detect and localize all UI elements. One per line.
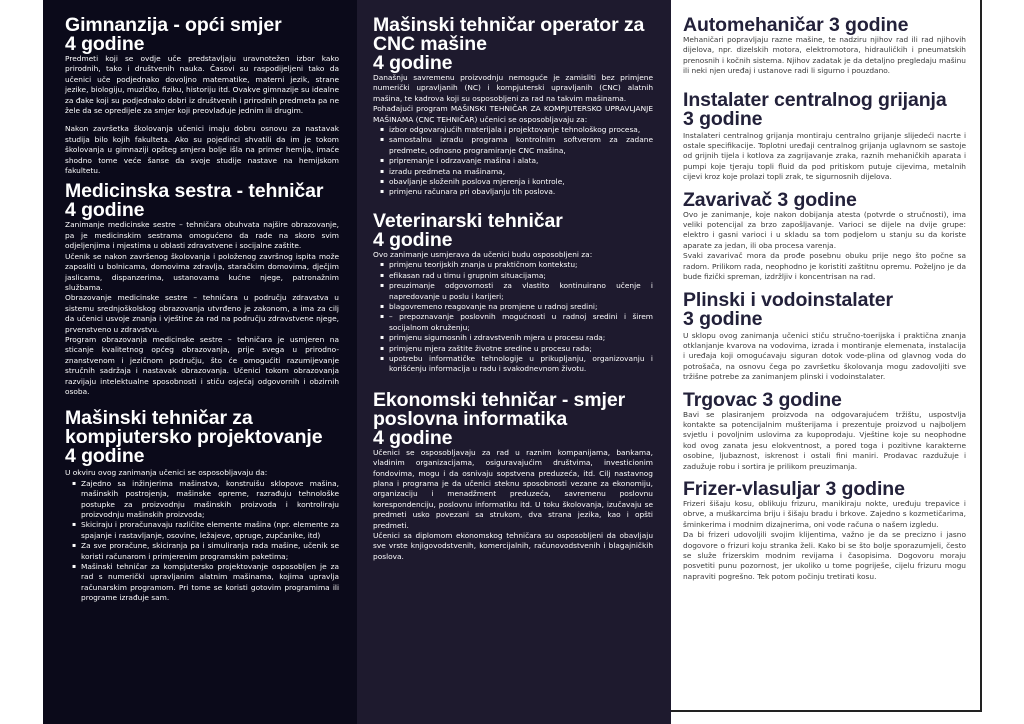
list-item: ▪ obavljanje složenih poslova mjerenja i kontrole, — [389, 177, 653, 187]
section-paragraph: Program obrazovanja medicinske sestre – tehničara je usmjeren na sticanje kvalitetnog općeg obrazovanja, prije svega u prirodno-znanstvenom i jezičnom području, što će omogućiti razumijevanje stručnih sadržaja i nastavak obrazovanja. Učenici tokom obrazovanja razvijaju intelektualne sposobnosti i stiču osjećaj odgovornih i obzirnih osoba. — [65, 334, 339, 396]
section-paragraph: Mehaničari popravljaju razne mašine, te nadziru njihov rad ili rad njihovih dijelova, npr. dizelskih motora, elektromotora, hidrauličkih i pneumatskih prenosnih i kočnih sistema. Njihov zadatak je da detaljno pregledaju mašinu ili neki njen uređaj i ustanove radi li sigurno i pouzdano. — [683, 35, 966, 76]
list-item: ▪ efikasan rad u timu i grupnim situacijama; — [389, 271, 653, 281]
section-trgovac — [683, 388, 966, 472]
section-paragraph: Predmeti koji se ovdje uče predstavljaju uravnotežen izbor kako prirodnih, tako i društvenih nauka. Časovi su raspodijeljeni tako da učenici uče podjednako dovoljno matematike, materni jezik, strane jezike, biologiju, muzičko, fiziku, historiju itd. Ovakve gimnazije su idealne za đake koji su podjednako dobri iz društvenih i prirodnih predmeta pa ne žele da se opredijele za smjer koji preovlađuje jednim ili drugim. — [65, 54, 339, 116]
section-paragraph: Nakon završetka školovanja učenici imaju dobru osnovu za nastavak studija bilo kojih fakulteta. Ako su pojedinci shvatili da im je tokom školovanja u gimnaziji opšteg smjera bolje išla na primer hemija, imaće shodno tome veće šanse da svoje studije nastave na hemijskom fakultetu. — [65, 124, 339, 176]
section-title: Instalater centralnog grijanja — [683, 88, 947, 111]
section-zavarivac — [683, 188, 966, 283]
section-title: Mašinski tehničar operator za CNC mašine — [373, 14, 645, 55]
section-title: Ekonomski tehničar - smjer poslovna informatika — [373, 388, 626, 430]
section-title: Frizer-vlasuljar 3 godine — [683, 477, 905, 500]
section-paragraph: Ovo je zanimanje, koje nakon dobijanja atesta (potvrde o stručnosti), ima veliki potencijal za brzo zapošljavanje. Varioci se dijele na dvije grupe: elektro i gasni varioci i u skladu sa tom podjelom u stanju su da koriste aparate za jedan, ili oba procesa varenja. — [683, 209, 966, 250]
list-item: ▪ primjenu sigurnosnih i zdravstvenih mjera u procesu rada; — [389, 333, 653, 343]
list-item: ▪ preuzimanje odgovornosti za vlastito kontinuirano učenje i napredovanje u poslu i karijeri; — [389, 281, 653, 302]
list-item: ▪ upotrebu informatičke tehnologije u prikupljanju, organizovanju i korišćenju informacija u radu i svakodnevnom životu. — [389, 354, 653, 375]
section-paragraph: Učenici se osposobljavaju za rad u raznim kompanijama, bankama, vladinim organizacijama, osiguravajućim društvima, investicionim fondovima, mogu i da osnivaju sopstvena preduzeća, itd. Cilj nastavnog plana i programa je da učenici steknu sposobnosti vezane za ekonomiju, organizaciju i menadžment preduzeća, savremenu poslovnu korespondenciju, poslovnu informatiku itd. U toku školovanja, izučavaju se predmeti usko povezani sa strukom, dva strana jezika, kao i opšti predmeti. — [373, 447, 653, 530]
list-item: ▪ Za sve proračune, skiciranja pa i simuliranja rada mašine, učenik se koristi računarom i primjerenim programskim paketima; — [81, 541, 339, 562]
section-veterinarski — [373, 209, 653, 375]
section-paragraph: Da bi frizeri udovoljili svojim klijentima, važno je da se precizno i jasno dogovore o frizuri koju stranka želi. Kako bi se što bolje sporazumjeli, često se služe frizerskim modnim revijama i časopisima. Dogovoru moraju posvetiti punu pozornost, jer ukoliko u tome pogriješe, cijelu frizuru mogu napraviti pogrešno. Tek potom počinju tretirati kosu. — [683, 530, 966, 581]
section-paragraph: Današnju savremenu proizvodnju nemoguće je zamisliti bez primjene numerički upravljanih (NC) i kompjuterski upravljanih (CNC) alatnih mašina, te kadrova koji su osposobljeni za rad na takvim mašinama. — [373, 73, 653, 103]
section-paragraph: Učenici sa diplomom ekonomskog tehničara su osposobljeni da obavljaju sve vrste knjigovodstvenih, komercijalnih, računovodstvenih i blagajničkih poslova. — [373, 531, 653, 561]
section-title: Zavarivač 3 godine — [683, 188, 857, 211]
list-item: ▪ Zajedno sa inžinjerima mašinstva, konstruišu sklopove mašina, mašinskih postrojenja, mašinske opreme, razrađuju tehnološke postupke za proizvodnju mašinskih proizvoda i kontroliraju proizvodnju mašinskih proizvoda; — [81, 479, 339, 521]
section-automehanicar — [683, 16, 966, 77]
section-paragraph: Pohađajući program MAŠINSKI TEHNIČAR ZA KOMPJUTERSKO UPRAVLJANJE MAŠINAMA (CNC TEHNIČAR) učenici se osposobljavaju za: — [373, 104, 653, 124]
section-duration: 4 godine — [373, 426, 453, 449]
section-duration: 3 godine — [683, 107, 763, 130]
section-medicinska-sestra — [65, 182, 339, 397]
list-item: ▪ primjenu mjera zaštite životne sredine u procesu rada; — [389, 344, 653, 354]
list-item: ▪ samostalnu izradu programa kontrolnim softverom za zadane predmete, odnosno programiranje CNC mašina, — [389, 135, 653, 156]
section-intro: U okviru ovog zanimanja učenici se osposobljavaju da: — [65, 468, 268, 478]
bullet-list — [65, 479, 339, 604]
list-item: ▪ – prepoznavanje poslovnih mogućnosti u radnoj sredini i širem socijalnom okruženju; — [389, 312, 653, 333]
section-intro: Ovo zanimanje usmjerava da učenici budu osposobljeni za: — [373, 249, 593, 259]
section-paragraph: U sklopu ovog zanimanja učenici stiču stručno-toerijska i praktična znanja otklanjanje kvarova na vodovima, izrada i montiranje elemenata, instalacija i uređaja koji omogućavaju siguran dotok vode-plina od glavnog voda do potrošača, na osnovu čega po završetku školovanja mogu zadovoljiti sve tržišne potrebe za zanimanjem plinski i vodoinstalater. — [683, 330, 966, 382]
section-instalater — [683, 88, 966, 183]
section-plinski — [683, 288, 966, 383]
section-title: Medicinska sestra - tehničar — [65, 180, 324, 203]
section-cnc — [373, 16, 653, 198]
section-duration: 4 godine — [373, 228, 453, 251]
section-duration: 4 godine — [65, 199, 145, 222]
section-paragraph: Instalateri centralnog grijanja montiraju centralno grijanje slijedeći nacrte i ostale specifikacije. Toplotni uređaji centralnog grijanja uglavnom se sastoje od grijnih tijela i kotlova za zagrijavanje zraka, raznih mehaničkih aparata i pumpi koje tjeraju topli fluid da pod pritiskom putuje cijevima, metalnih cijevi kroz koje prolazi topli zrak, te sigurnosnih dijelova. — [683, 130, 966, 182]
section-paragraph: Zanimanje medicinske sestre – tehničara obuhvata najšire obrazovanje, pa je medicinskim sestrama omogućeno da rade na skoro svim odjeljenjima i mjestima u oblasti zdravstvene i socijalne zaštite. — [65, 220, 339, 251]
list-item: ▪ primjenu teorijskih znanja u praktičnom kontekstu; — [389, 260, 653, 270]
section-paragraph: Obrazovanje medicinske sestre – tehničara u području zdravstva u sistemu srednjoškolskog obrazovanja utvrđeno je zakonom, a ima za cilj da učenici usvoje znanja i vještine za rad na području zdravstvene njege, prvenstveno u zdravstvu. — [65, 293, 339, 334]
section-title: Trgovac 3 godine — [683, 388, 842, 411]
section-title: Gimnanzija - opći smjer — [65, 14, 282, 36]
section-paragraph: Svaki zavarivač mora da prođe posebnu obuku prije nego što počne sa radom. Prilikom rada, neophodno je koristiti zaštitnu opremu. Poželjno je da bude fizički spreman, izdržljiv i koncentrisan na rad. — [683, 251, 966, 282]
section-title: Mašinski tehničar za kompjutersko projektovanje — [65, 407, 323, 449]
section-gimnazija — [65, 16, 339, 176]
bullet-list — [373, 260, 653, 374]
section-frizer — [683, 477, 966, 582]
section-masinski-kompjutersko — [65, 409, 339, 603]
section-paragraph: Frizeri šišaju kosu, oblikuju frizuru, manikiraju nokte, uređuju trepavice i obrve, a muškarcima briju i šišaju bradu i brkove. Zajedno s kozmetičarima, šminkerima i modnim dizajnerima, oni vode računa o našem izgledu. — [683, 498, 966, 529]
list-item: ▪ blagovremeno reagovanje na promjene u radnoj sredini; — [389, 302, 653, 312]
section-paragraph: Učenik se nakon završenog školovanja i položenog završnog ispita može zaposliti u bolnicama, domovima zdravlja, staračkim domovima, dječjim jaslicama, dispanzerima, ustanovama kućne njege, patronažnim službama. — [65, 251, 339, 292]
section-duration: 4 godine — [65, 33, 145, 55]
section-duration: 4 godine — [65, 445, 145, 468]
list-item: ▪ pripremanje i odrzavanje mašina i alata, — [389, 156, 653, 166]
list-item: ▪ Skiciraju i proračunavaju različite elemente mašina (npr. elemente za spajanje i rastavljanje, osovine, ležajeve, opruge, zupčanike, itd) — [81, 520, 339, 541]
section-duration: 4 godine — [373, 52, 453, 74]
column-right — [671, 0, 982, 712]
section-duration: 3 godine — [683, 307, 763, 330]
section-ekonomski — [373, 388, 653, 562]
section-title: Veterinarski tehničar — [373, 209, 563, 232]
column-left — [43, 0, 357, 724]
list-item: ▪ primjenu računara pri obavljanju tih poslova. — [389, 187, 653, 197]
section-paragraph: Bavi se plasiranjem proizvoda na odgovarajućem tržištu, uspostvlja kontakte sa potencijalnim mušterijama i prezentuje proizvod u najboljem svjetlu i povoljnim uslovima za kupoprodaju. Vještine koje su neophodne kod ovog zanata jesu elokventnost, a pored toga i pozitivne karakterne osobine, ljubaznost, iskrenost i ostali fini maniri. Prodavac razdužuje i zadužuje robu i sortira je prilikom preuzimanja. — [683, 409, 966, 471]
list-item: ▪ izbor odgovarajućih materijala i projektovanje tehnološkog procesa, — [389, 125, 653, 135]
section-title: Plinski i vodoinstalater — [683, 288, 893, 311]
bullet-list — [373, 125, 653, 198]
section-title: Automehaničar 3 godine — [683, 14, 909, 36]
list-item: ▪ Mašinski tehničar za kompjutersko projektovanje osposobljen je za rad s numerički upravljanim alatnim mašinama, kojima upravlja računarskim programom. Pri tome se koristi gotovim programima ili programe izrađuje sam. — [81, 562, 339, 604]
column-middle — [357, 0, 671, 724]
list-item: ▪ izradu predmeta na mašinama, — [389, 167, 653, 177]
